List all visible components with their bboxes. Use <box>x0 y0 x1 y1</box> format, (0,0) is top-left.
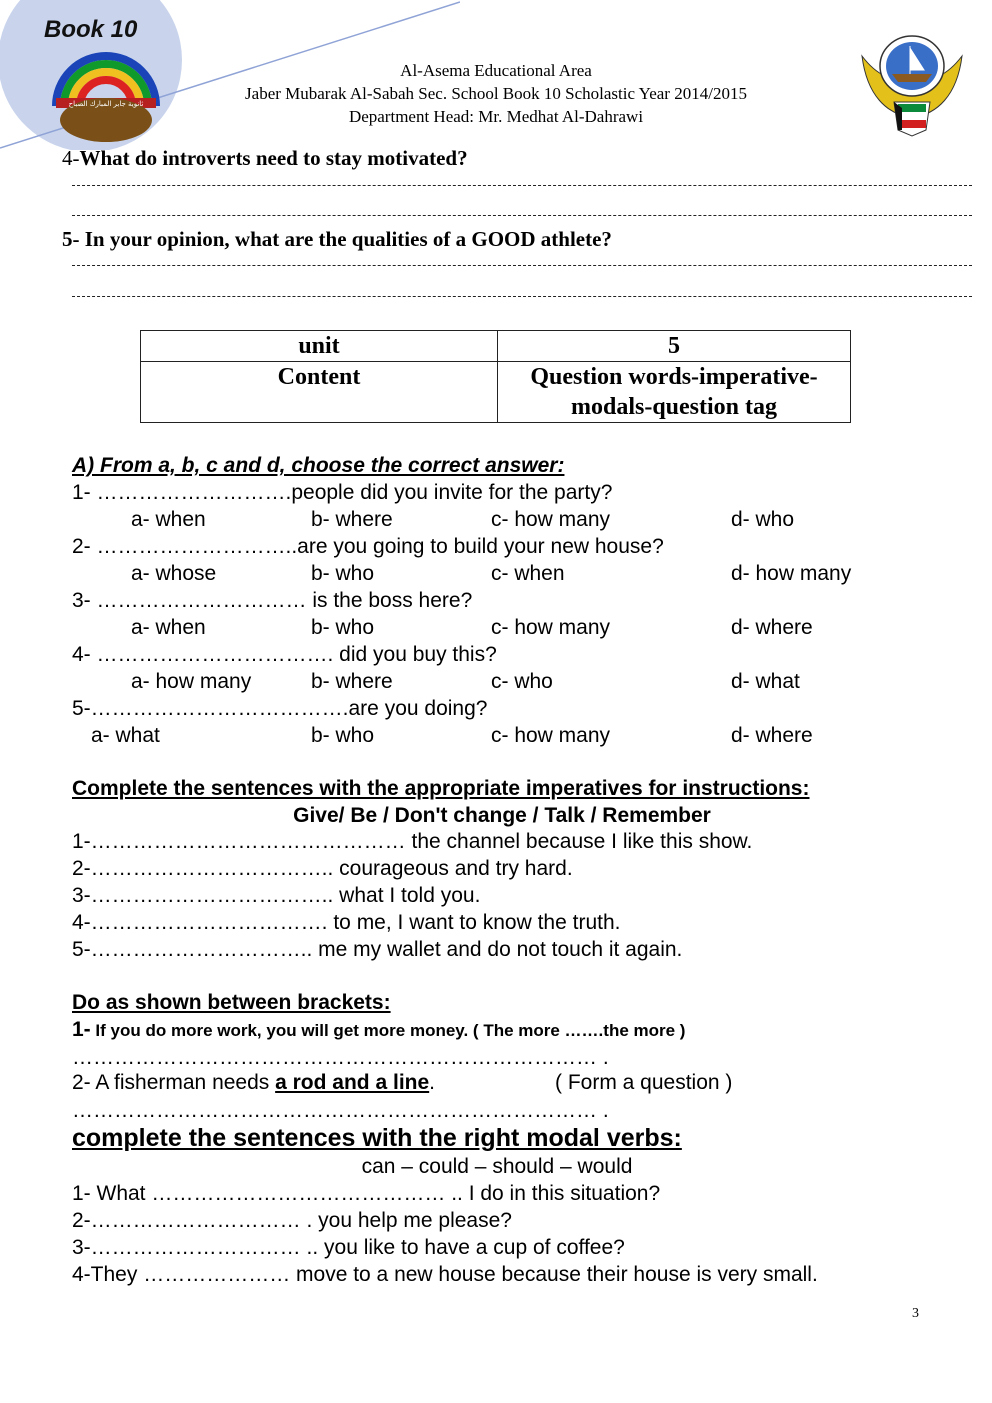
brackets-answer-line[interactable]: ………………………………………………………………… . <box>72 1099 609 1122</box>
option-b[interactable]: b- who <box>311 616 375 639</box>
unit-value: 5 <box>498 331 851 362</box>
option-a[interactable]: a- how many <box>131 670 252 693</box>
option-a[interactable]: a- whose <box>131 562 217 585</box>
question-4: 4-What do introverts need to stay motivated? <box>62 146 468 170</box>
modal-item: 4-They ………………… move to a new house because their house is very small. <box>72 1263 818 1286</box>
option-c[interactable]: c- how many <box>491 508 611 531</box>
option-d[interactable]: d- who <box>731 508 795 531</box>
unit-label: unit <box>141 331 498 362</box>
answer-line[interactable] <box>72 265 972 266</box>
content-label: Content <box>141 362 498 423</box>
brackets-question-2: 2- A fisherman needs a rod and a line. <box>72 1071 436 1094</box>
option-c[interactable]: c- how many <box>491 616 611 639</box>
page-number: 3 <box>912 1306 919 1321</box>
content-value: Question words-imperative- modals-question tag <box>498 362 851 423</box>
answer-line[interactable] <box>72 215 972 216</box>
brackets-question-1: 1- If you do more work, you will get more money. ( The more …….the more ) <box>72 1018 686 1041</box>
header-area: Al-Asema Educational Area <box>400 61 592 80</box>
option-c[interactable]: c- how many <box>491 724 611 747</box>
mcq-stem: 4- ……………………………. did you buy this? <box>72 643 497 666</box>
header-school: Jaber Mubarak Al-Sabah Sec. School Book 10 Scholastic Year 2014/2015 <box>245 84 747 103</box>
option-b[interactable]: b- who <box>311 562 375 585</box>
imperative-item: 2-…………………………….. courageous and try hard. <box>72 857 573 880</box>
option-c[interactable]: c- who <box>491 670 553 693</box>
option-a[interactable]: a- when <box>131 508 206 531</box>
option-a[interactable]: a- what <box>91 724 160 747</box>
modal-item: 3-………………………… .. you like to have a cup of coffee? <box>72 1236 625 1259</box>
option-b[interactable]: b- who <box>311 724 375 747</box>
kuwait-emblem <box>852 26 972 138</box>
school-logo <box>50 48 162 144</box>
imperative-item: 5-………………………….. me my wallet and do not touch it again. <box>72 938 683 961</box>
modal-item: 2-………………………… . you help me please? <box>72 1209 512 1232</box>
option-b[interactable]: b- where <box>311 670 393 693</box>
option-b[interactable]: b- where <box>311 508 393 531</box>
option-c[interactable]: c- when <box>491 562 565 585</box>
modal-item: 1- What …………………………………… .. I do in this situation? <box>72 1182 661 1205</box>
imperative-item: 3-…………………………….. what I told you. <box>72 884 481 907</box>
modals-word-bank: can – could – should – would <box>361 1155 633 1178</box>
brackets-instruction-2: ( Form a question ) <box>555 1071 733 1094</box>
option-d[interactable]: d- what <box>731 670 800 693</box>
mcq-stem: 3- ………………………… is the boss here? <box>72 589 473 612</box>
imperative-item: 1-……………………………………… the channel because I like this show. <box>72 830 753 853</box>
header-department-head: Department Head: Mr. Medhat Al-Dahrawi <box>348 107 644 126</box>
unit-table <box>140 330 851 423</box>
option-d[interactable]: d- where <box>731 724 813 747</box>
question-5: 5- In your opinion, what are the qualities of a GOOD athlete? <box>62 227 612 251</box>
book-badge: Book 10 <box>44 16 138 43</box>
mcq-stem: 2- ………………………..are you going to build your new house? <box>72 535 664 558</box>
mcq-stem: 1- ……………………….people did you invite for the party? <box>72 481 613 504</box>
modals-title: complete the sentences with the right modal verbs: <box>72 1124 682 1152</box>
imperative-item: 4-……………………………. to me, I want to know the truth. <box>72 911 621 934</box>
answer-line[interactable] <box>72 296 972 297</box>
option-d[interactable]: d- how many <box>731 562 852 585</box>
imperatives-title: Complete the sentences with the appropriate imperatives for instructions: <box>72 777 810 800</box>
section-a-title: A) From a, b, c and d, choose the correct answer: <box>72 454 565 477</box>
answer-line[interactable] <box>72 185 972 186</box>
option-a[interactable]: a- when <box>131 616 206 639</box>
svg-text:ثانوية جابر المبارك الصباح: ثانوية جابر المبارك الصباح <box>68 100 144 108</box>
mcq-stem: 5-……………………………….are you doing? <box>72 697 488 720</box>
brackets-title: Do as shown between brackets: <box>72 991 391 1014</box>
option-d[interactable]: d- where <box>731 616 813 639</box>
brackets-answer-line[interactable]: ………………………………………………………………… . <box>72 1046 609 1069</box>
imperatives-word-bank: Give/ Be / Don't change / Talk / Remember <box>293 804 711 827</box>
